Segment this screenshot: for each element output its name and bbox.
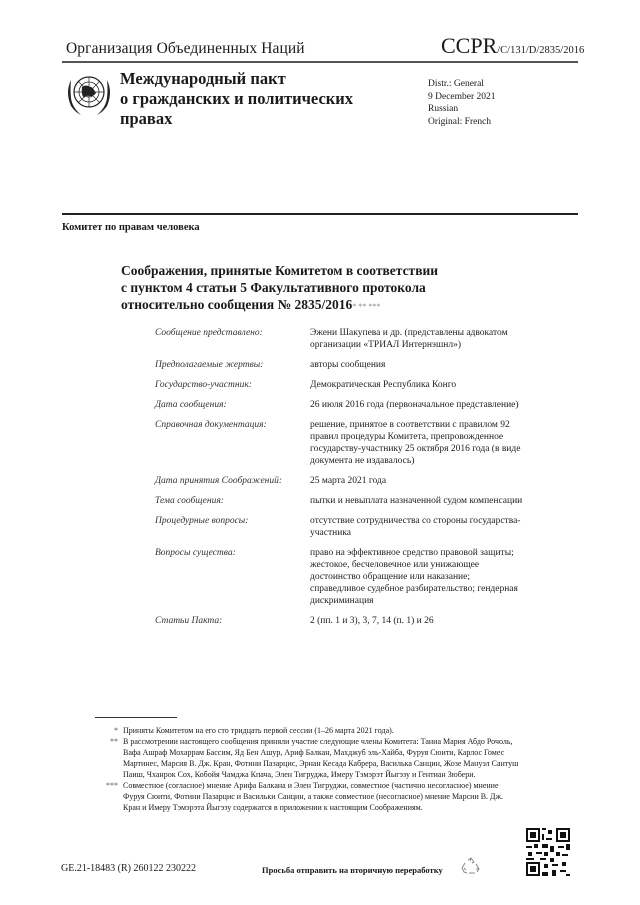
- footnote-marks[interactable]: * ** ***: [352, 302, 381, 311]
- footnote-text: Совместное (согласное) мнение Арифа Балкана и Элен Тигруджи, совместное (частично несогласное) мнение Фуруя Сюити, Фотини Пазарцис и Васильки Санцин, а также совместное (несогласное) мнение Марсии В. Дж. Кран и Имеру Тэмэрэта Йыгэзу содержатся в приложении к настоящим Соображениям.: [123, 781, 504, 812]
- metadata-key: Дата сообщения:: [155, 400, 227, 410]
- views-title-line: Соображения, принятые Комитетом в соответствии: [121, 263, 439, 278]
- metadata-row: [155, 419, 555, 467]
- metadata-row: [155, 495, 555, 507]
- title-line: о гражданских и политических: [120, 89, 354, 108]
- metadata-row: [155, 379, 555, 391]
- views-title-line: относительно сообщения № 2835/2016: [121, 297, 353, 312]
- metadata-key: Сообщение представлено:: [155, 328, 263, 338]
- views-title: [121, 262, 438, 315]
- symbol-main: CCPR: [441, 33, 498, 58]
- metadata-value: Эжени Шакупева и др. (представлены адвокатом организации «ТРИАЛ Интернэшнл»): [310, 328, 508, 350]
- metadata-value: Демократическая Республика Конго: [310, 380, 457, 390]
- metadata-value: право на эффективное средство правовой защиты; жестокое, бесчеловечное или унижающее достоинство обращение или наказание; справедливое судебное разбирательство; гендерная дискриминация: [310, 548, 518, 606]
- distribution-info: [428, 78, 496, 128]
- recycle-notice: Просьба отправить на вторичную переработку: [262, 865, 443, 875]
- date-line: 9 December 2021: [428, 91, 496, 102]
- footnote: [90, 780, 520, 813]
- language-line: Russian: [428, 104, 459, 114]
- footnote-text: В рассмотрении настоящего сообщения приняли участие следующие члены Комитета: Таниа Мария Абдо Рочоль, Вафа Ашраф Мохаррам Бассим, Яд Бен Ашур, Ариф Балкан, Махджуб эль-Хайба, Фуруя Сюити, Карлос Гомес Мартинес, Марсия В. Дж. Кран, Фотини Пазарцис, Эрнан Кесада Кабрера, Василька Санцин, Жозе Мануэл Сантуш Паиш, Чханрок Сох, Кобойя Чамджа Кпача, Элен Тигруджа, Имеру Тэмэрэт Йыгэзу и Гентиан Зюбери.: [123, 737, 519, 779]
- metadata-value: решение, принятое в соответствии с правилом 92 правил процедуры Комитета, препровожденное государству-участнику 25 октября 2016 года (в виде документа не издавалось): [310, 420, 521, 466]
- metadata-value: 25 марта 2021 года: [310, 476, 387, 486]
- metadata-key: Дата принятия Соображений:: [155, 476, 283, 486]
- document-job-number: GE.21-18483 (R) 260122 230222: [61, 863, 196, 874]
- symbol-ref: /C/131/D/2835/2016: [497, 45, 585, 56]
- metadata-row: [155, 359, 555, 371]
- title-line: Международный пакт: [120, 69, 286, 88]
- metadata-key: Справочная документация:: [155, 420, 267, 430]
- distribution-line: Distr.: General: [428, 79, 484, 89]
- committee-name: Комитет по правам человека: [62, 222, 200, 233]
- metadata-table: [155, 327, 555, 635]
- un-emblem-icon: [64, 68, 114, 120]
- metadata-row: [155, 399, 555, 411]
- header-rule: [62, 61, 578, 63]
- metadata-key: Вопросы существа:: [155, 548, 236, 558]
- metadata-key: Тема сообщения:: [155, 496, 224, 506]
- metadata-row: [155, 615, 555, 627]
- organization-name: Организация Объединенных Наций: [66, 40, 305, 57]
- metadata-row: [155, 475, 555, 487]
- footnote: [90, 736, 520, 780]
- metadata-key: Процедурные вопросы:: [155, 516, 249, 526]
- document-symbol: [441, 33, 584, 64]
- footnote-mark: **: [110, 737, 118, 746]
- metadata-row: [155, 327, 555, 351]
- qr-code-icon: [524, 826, 572, 878]
- section-rule: [62, 213, 578, 215]
- metadata-value: 2 (пп. 1 и 3), 3, 7, 14 (п. 1) и 26: [310, 616, 434, 626]
- footnote-text: Приняты Комитетом на его сто тридцать первой сессии (1–26 марта 2021 года).: [123, 726, 394, 735]
- footnote-mark: *: [114, 726, 118, 735]
- original-language-line: Original: French: [428, 116, 492, 127]
- views-title-line: с пунктом 4 статьи 5 Факультативного протокола: [121, 280, 426, 295]
- footnote-rule: [95, 717, 177, 718]
- metadata-row: [155, 547, 555, 607]
- document-title: [120, 69, 353, 129]
- metadata-key: Государство-участник:: [155, 380, 252, 390]
- metadata-key: Предполагаемые жертвы:: [155, 360, 264, 370]
- metadata-value: 26 июля 2016 года (первоначальное представление): [310, 400, 519, 410]
- metadata-value: пытки и невыплата назначенной судом компенсации: [310, 496, 523, 506]
- metadata-value: авторы сообщения: [310, 360, 386, 370]
- recycle-icon: [460, 856, 482, 878]
- metadata-value: отсутствие сотрудничества со стороны государства-участника: [310, 516, 521, 538]
- title-line: правах: [120, 109, 173, 128]
- metadata-row: [155, 515, 555, 539]
- footnote-mark: ***: [106, 781, 118, 790]
- metadata-key: Статьи Пакта:: [155, 616, 223, 626]
- footnotes: [90, 725, 520, 813]
- footnote: [90, 725, 520, 736]
